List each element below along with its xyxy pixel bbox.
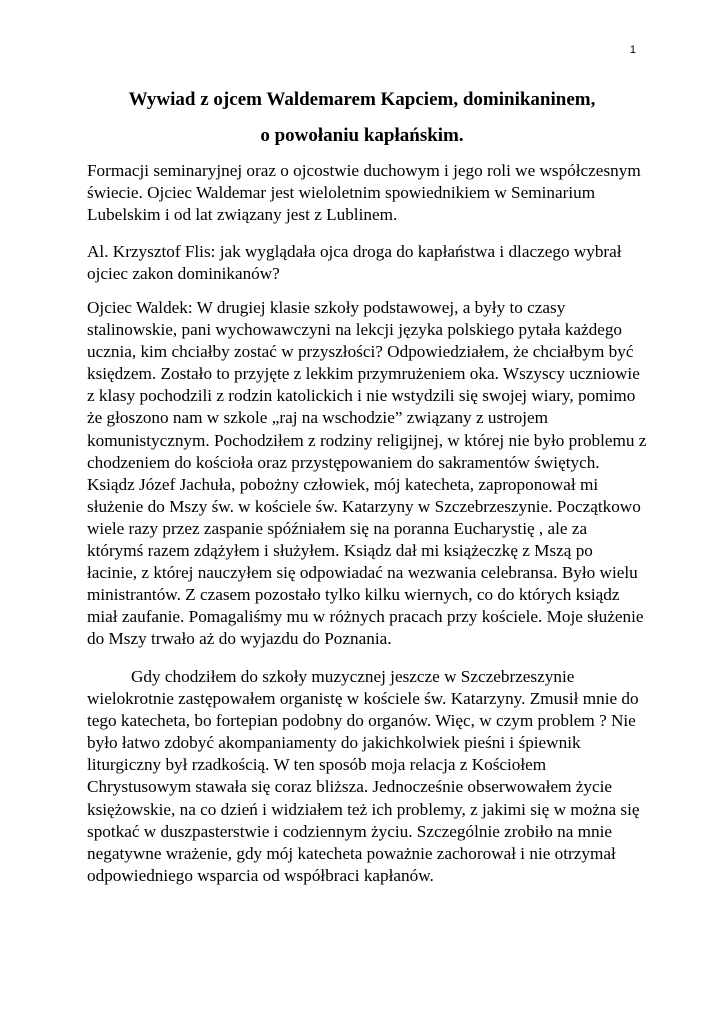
document-title-line-2: o powołaniu kapłańskim. xyxy=(260,125,464,146)
answer-paragraph: Ojciec Waldek: W drugiej klasie szkoły podstawowej, a były to czasy stalinowskie, pani wychowawczyni na lekcji języka polskiego pytała każdego ucznia, kim chciałby zostać w przyszłości? Odpowiedziałem, że chciałbym być księdzem. Zostało to przyjęte z lekkim przymrużeniem oka. Wszyscy uczniowie z klasy pochodzili z rodzin katolickich i nie wstydzili się swojej wiary, pomimo że głoszono nam w szkole „raj na wschodzie” związany z ustrojem komunistycznym. Pochodziłem z rodziny religijnej, w której nie było problemu z chodzeniem do kościoła oraz przystępowaniem do sakramentów świętych. Ksiądz Józef Jachuła, pobożny człowiek, mój katecheta, zaproponował mi służenie do Mszy św. w kościele św. Katarzyny w Szczebrzeszynie. Początkowo wiele razy przez zaspanie spóźniałem się na poranna Eucharystię , ale za którymś razem zdążyłem i służyłem. Ksiądz dał mi książeczkę z Mszą po łacinie, z której nauczyłem się odpowiadać na wezwania celebransa. Było wielu ministrantów. Z czasem pozostało tylko kilku wiernych, co do których ksiądz miał zaufanie. Pomagaliśmy mu w różnych pracach przy kościele. Moje służenie do Mszy trwało aż do wyjazdu do Poznania. xyxy=(87,298,647,649)
intro-paragraph: Formacji seminaryjnej oraz o ojcostwie duchowym i jego roli we współczesnym świecie. Ojciec Waldemar jest wieloletnim spowiednikiem w Seminarium Lubelskim i od lat związany jest z Lublinem. xyxy=(87,161,641,225)
interview-question-paragraph: Al. Krzysztof Flis: jak wyglądała ojca droga do kapłaństwa i dlaczego wybrał ojciec zakon dominikanów? xyxy=(87,242,622,284)
document-title-line-1: Wywiad z ojcem Waldemarem Kapciem, dominikaninem, xyxy=(128,89,596,110)
page-number: 1 xyxy=(629,44,636,56)
answer-continuation-paragraph: Gdy chodziłem do szkoły muzycznej jeszcze w Szczebrzeszynie wielokrotnie zastępowałem organistę w kościele św. Katarzyny. Zmusił mnie do tego katecheta, bo fortepian podobny do organów. Więc, w czym problem ? Nie było łatwo zdobyć akompaniamenty do jakichkolwiek pieśni i śpiewnik liturgiczny był rzadkością. W ten sposób moja relacja z Kościołem Chrystusowym stawała się coraz bliższa. Jednocześnie obserwowałem życie księżowskie, na co dzień i widziałem też ich problemy, z jakimi się w można się spotkać w duszpasterstwie i codziennym życiu. Szczególnie zrobiło na mnie negatywne wrażenie, gdy mój katecheta poważnie zachorował i nie otrzymał odpowiedniego wsparcia od współbraci kapłanów. xyxy=(87,667,640,885)
